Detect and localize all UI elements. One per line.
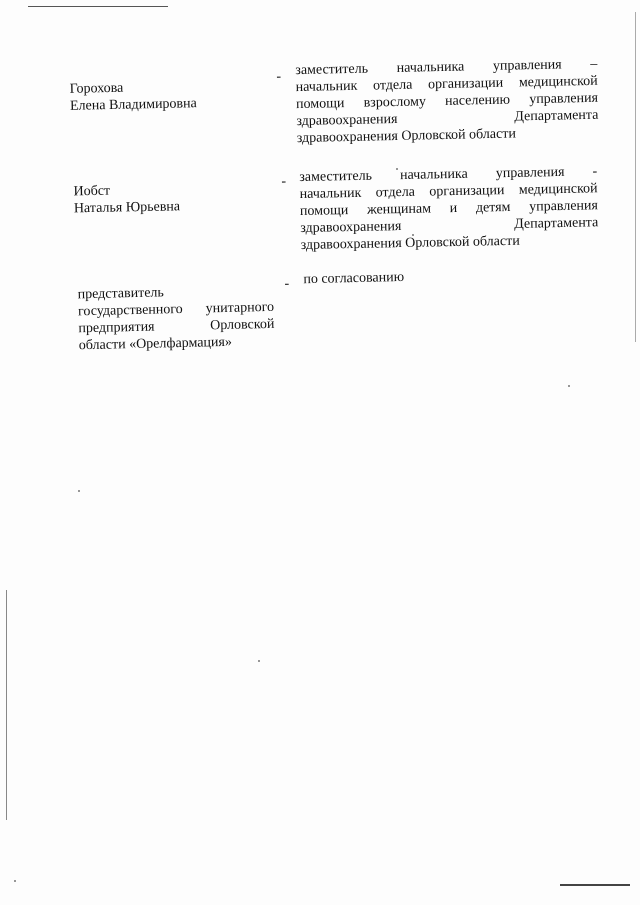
- scan-speck: [78, 490, 80, 492]
- scan-speck: [14, 880, 16, 882]
- member-given-names: Елена Владимировна: [69, 96, 197, 114]
- member-surname: Горохова: [69, 80, 124, 97]
- member-name: [73, 181, 180, 217]
- role-line: начальник отдела организации медицинской: [299, 181, 598, 203]
- scan-artifact-left: [6, 590, 7, 820]
- role-line: заместитель начальника управления –: [295, 56, 598, 79]
- role-line: здравоохранения Орловской области: [300, 233, 520, 253]
- scan-artifact-top: [28, 6, 168, 7]
- organization-line: представитель: [77, 285, 164, 303]
- organization-line: области «Орелфармация»: [78, 334, 233, 354]
- scan-artifact-bottom: [560, 884, 630, 886]
- role-line: здравоохранения Департамента: [296, 107, 599, 130]
- separator-dash: -: [284, 276, 290, 292]
- member-role: [299, 163, 599, 254]
- scan-speck: [258, 660, 260, 662]
- member-entry: [0, 268, 639, 354]
- member-name: [70, 78, 197, 115]
- role-line: здравоохранения Орловской области: [296, 126, 517, 147]
- role-line: заместитель начальника управления -: [299, 164, 598, 186]
- separator-dash: -: [281, 174, 287, 190]
- role-line: помощи женщинам и детям управления: [299, 198, 599, 219]
- role-line: здравоохранения Департамента: [300, 215, 599, 236]
- member-role: [303, 267, 503, 289]
- scan-artifact-right: [635, 12, 636, 342]
- organization-line: государственного унитарного: [77, 299, 275, 320]
- member-entry: [0, 164, 639, 253]
- scan-speck: [568, 385, 570, 387]
- member-organization: [77, 282, 274, 354]
- member-given-names: Наталья Юрьевна: [73, 199, 181, 217]
- role-line: начальник отдела организации медицинской: [295, 73, 598, 96]
- separator-dash: -: [276, 69, 282, 85]
- role-line: помощи взрослому населению управления: [295, 90, 599, 113]
- role-line: по согласованию: [303, 269, 405, 288]
- member-role: [295, 56, 599, 147]
- organization-line: предприятия Орловской: [78, 316, 275, 337]
- member-entry: [0, 55, 639, 147]
- member-surname: Иобст: [73, 183, 111, 200]
